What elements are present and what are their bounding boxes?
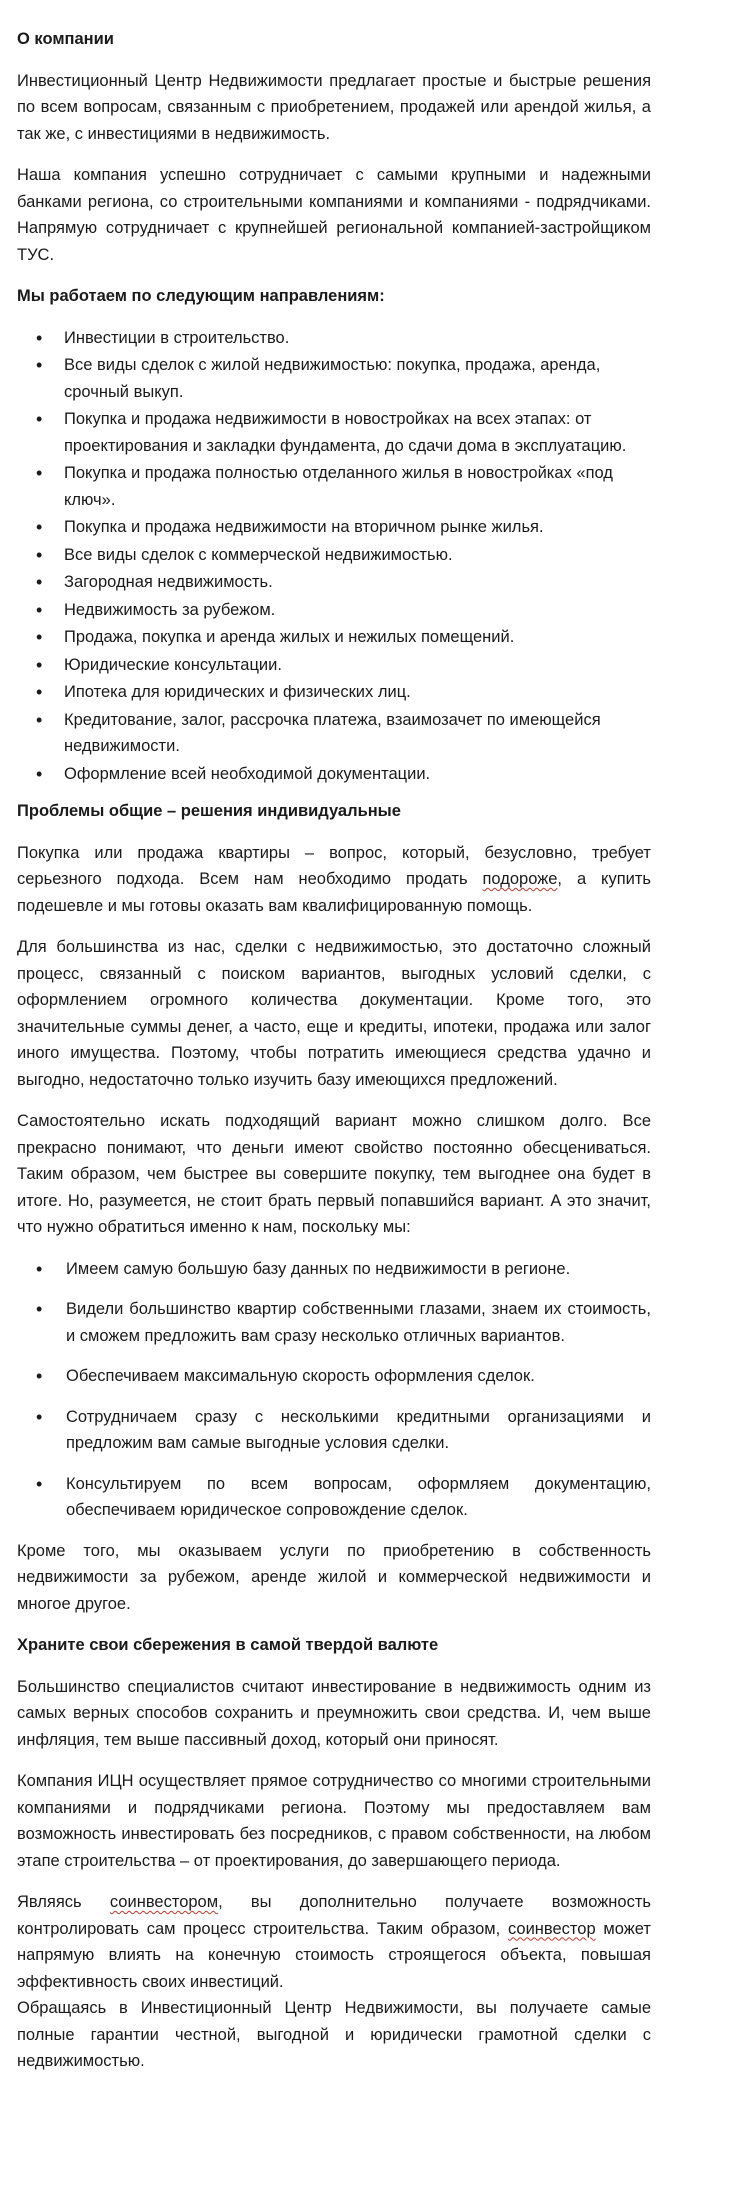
list-item: • Недвижимость за рубежом. (64, 597, 651, 624)
heading-directions: Мы работаем по следующим направлениям: (17, 287, 385, 305)
heading-problems: Проблемы общие – решения индивидуальные (17, 802, 401, 820)
text-run: может напрямую влиять на конечную стоимость строящегося объекта, повышая эффективность своих инвестиций. (17, 1919, 651, 1991)
list-item: • Сотрудничаем сразу с несколькими кредитными организациями и предложим вам самые выгодные условия сделки. (66, 1404, 651, 1457)
paragraph-partners: Наша компания успешно сотрудничает с самыми крупными и надежными банками региона, со строительными компаниями и компаниями - подрядчиками. Напрямую сотрудничает с крупнейшей региональной компанией-застройщиком ТУС. (17, 166, 651, 264)
directions-list (17, 325, 651, 788)
list-item: • Консультируем по всем вопросам, оформляем документацию, обеспечиваем юридическое сопровождение сделок. (66, 1471, 651, 1524)
list-item: • Покупка и продажа полностью отделанного жилья в новостройках «под ключ». (64, 460, 651, 513)
spellcheck-word: подороже (482, 870, 558, 888)
list-item: • Все виды сделок с коммерческой недвижимостью. (64, 542, 651, 569)
list-item: • Инвестиции в строительство. (64, 325, 651, 352)
paragraph-guarantees: Обращаясь в Инвестиционный Центр Недвижимости, вы получаете самые полные гарантии честной, выгодной и юридически грамотной сделки с недвижимостью. (17, 1999, 651, 2070)
list-item: • Юридические консультации. (64, 652, 651, 679)
list-item: • Все виды сделок с жилой недвижимостью: покупка, продажа, аренда, срочный выкуп. (64, 352, 651, 405)
list-item: • Обеспечиваем максимальную скорость оформления сделок. (66, 1363, 651, 1390)
list-item: • Покупка и продажа недвижимости в новостройках на всех этапах: от проектирования и закладки фундамента, до сдачи дома в эксплуатацию. (64, 406, 651, 459)
list-item: • Имеем самую большую базу данных по недвижимости в регионе. (66, 1256, 651, 1283)
list-item: • Ипотека для юридических и физических лиц. (64, 679, 651, 706)
list-item: • Кредитование, залог, рассрочка платежа, взаимозачет по имеющейся недвижимости. (64, 707, 651, 760)
list-item: • Оформление всей необходимой документации. (64, 761, 651, 788)
paragraph-intro: Инвестиционный Центр Недвижимости предлагает простые и быстрые решения по всем вопросам, связанным с приобретением, продажей или арендой жилья, а так же, с инвестициями в недвижимость. (17, 71, 651, 143)
paragraph-direct-cooperation: Компания ИЦН осуществляет прямое сотрудничество со многими строительными компаниями и подрядчиками региона. Поэтому мы предоставляем вам возможность инвестировать без посредников, с правом собственности, на любом этапе строительства – от проектирования, до завершающего периода. (17, 1772, 651, 1870)
paragraph-search: Самостоятельно искать подходящий вариант можно слишком долго. Все прекрасно понимают, что деньги имеют свойство постоянно обесцениваться. Таким образом, чем быстрее вы совершите покупку, тем выгоднее она будет в итоге. Но, разумеется, не стоит брать первый попавшийся вариант. А это значит, что нужно обратиться именно к нам, поскольку мы: (17, 1112, 651, 1236)
paragraph-extra-services: Кроме того, мы оказываем услуги по приобретению в собственность недвижимости за рубежом, аренде жилой и коммерческой недвижимости и многое другое. (17, 1541, 651, 1613)
paragraph-complexity: Для большинства из нас, сделки с недвижимостью, это достаточно сложный процесс, связанный с поиском вариантов, выгодных условий сделки, с оформлением огромного количества документации. Кроме того, это значительные суммы денег, а часто, еще и кредиты, ипотеки, продажа или залог иного имущества. Поэтому, чтобы потратить имеющиеся средства удачно и выгодно, недостаточно только изучить базу имеющихся предложений. (17, 938, 651, 1089)
paragraph-investing: Большинство специалистов считают инвестирование в недвижимость одним из самых верных способов сохранить и преумножить свои средства. И, чем выше инфляция, тем выше пассивный доход, который они приносят. (17, 1677, 651, 1749)
paragraph-coinvestor (17, 1889, 651, 1995)
list-item: • Покупка и продажа недвижимости на вторичном рынке жилья. (64, 514, 651, 541)
spellcheck-word: соинвестор (507, 1919, 596, 1938)
paragraph-buy-sell (17, 840, 651, 920)
advantages-list (17, 1256, 651, 1524)
text-run: Покупка или продажа квартиры – вопрос, который, безусловно, требует серьезного подхода. Всем нам необходимо продать (17, 843, 651, 888)
heading-savings: Храните свои сбережения в самой твердой валюте (17, 1636, 439, 1654)
list-item: • Видели большинство квартир собственными глазами, знаем их стоимость, и сможем предложить вам сразу несколько отличных вариантов. (66, 1296, 651, 1349)
spellcheck-word: соинвестором (109, 1893, 219, 1911)
heading-about: О компании (17, 30, 114, 48)
text-run: , вы дополнительно получаете возможность контролировать сам процесс строительства. Таким образом, (17, 1893, 651, 1938)
list-item: • Продажа, покупка и аренда жилых и нежилых помещений. (64, 624, 651, 651)
list-item: • Загородная недвижимость. (64, 569, 651, 596)
text-run: Являясь (17, 1893, 110, 1911)
text-run: , а купить подешевле и мы готовы оказать вам квалифицированную помощь. (17, 870, 652, 915)
